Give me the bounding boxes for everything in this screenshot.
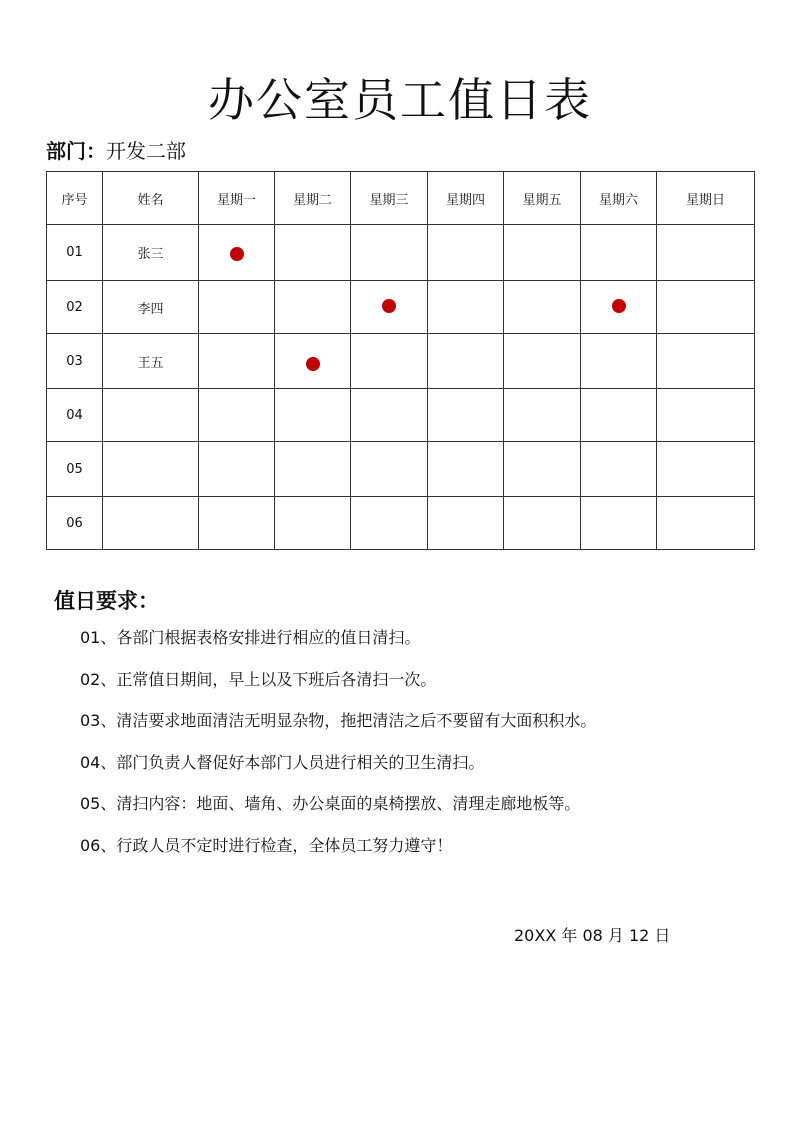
- cell-duty: [504, 225, 581, 281]
- cell-duty: [428, 334, 504, 389]
- cell-duty: [504, 389, 581, 442]
- cell-no: 04: [47, 389, 103, 442]
- cell-duty: [581, 281, 657, 334]
- cell-duty: [275, 389, 351, 442]
- cell-duty: [351, 497, 428, 550]
- duty-marker-dot: [612, 299, 626, 313]
- header-thursday: 星期四: [428, 172, 504, 225]
- table-row: [47, 281, 755, 334]
- cell-no: 03: [47, 334, 103, 389]
- table-row: [47, 442, 755, 497]
- duty-marker-dot: [382, 299, 396, 313]
- duty-marker-dot: [230, 247, 244, 261]
- cell-duty: [199, 281, 275, 334]
- cell-duty: [275, 497, 351, 550]
- cell-duty: [504, 497, 581, 550]
- cell-duty: [428, 497, 504, 550]
- cell-duty: [504, 281, 581, 334]
- cell-duty: [581, 225, 657, 281]
- requirement-item: 04、部门负责人督促好本部门人员进行相关的卫生清扫。: [80, 752, 485, 772]
- cell-name: [103, 389, 199, 442]
- table-row: [47, 497, 755, 550]
- cell-name: 李四: [103, 281, 199, 334]
- header-no: 序号: [47, 172, 103, 225]
- cell-duty: [657, 334, 755, 389]
- cell-no: 02: [47, 281, 103, 334]
- cell-duty: [199, 497, 275, 550]
- cell-duty: [351, 281, 428, 334]
- header-saturday: 星期六: [581, 172, 657, 225]
- cell-name: [103, 442, 199, 497]
- cell-duty: [351, 389, 428, 442]
- cell-duty: [199, 225, 275, 281]
- cell-duty: [657, 442, 755, 497]
- cell-duty: [351, 225, 428, 281]
- cell-name: 张三: [103, 225, 199, 281]
- table-row: [47, 334, 755, 389]
- table-header-row: [47, 172, 755, 225]
- cell-duty: [199, 442, 275, 497]
- duty-roster-table: [46, 171, 755, 550]
- cell-duty: [657, 281, 755, 334]
- requirements-list: [80, 628, 596, 878]
- department-label: 部门：: [46, 139, 106, 163]
- cell-duty: [657, 389, 755, 442]
- table-row: [47, 225, 755, 281]
- requirement-item: 02、正常值日期间，早上以及下班后各清扫一次。: [80, 669, 437, 689]
- cell-name: [103, 497, 199, 550]
- cell-duty: [581, 442, 657, 497]
- cell-no: 06: [47, 497, 103, 550]
- cell-duty: [657, 225, 755, 281]
- cell-duty: [428, 225, 504, 281]
- page-title: 办公室员工值日表: [208, 73, 592, 127]
- requirement-item: 01、各部门根据表格安排进行相应的值日清扫。: [80, 628, 421, 647]
- cell-duty: [199, 389, 275, 442]
- cell-no: 01: [47, 225, 103, 281]
- cell-duty: [275, 281, 351, 334]
- department-value: 开发二部: [106, 139, 186, 163]
- cell-duty: [351, 334, 428, 389]
- cell-duty: [275, 225, 351, 281]
- cell-duty: [428, 389, 504, 442]
- header-tuesday: 星期二: [275, 172, 351, 225]
- cell-duty: [428, 442, 504, 497]
- cell-duty: [199, 334, 275, 389]
- requirement-item: 05、清扫内容：地面、墙角、办公桌面的桌椅摆放、清理走廊地板等。: [80, 794, 581, 814]
- duty-marker-dot: [306, 357, 320, 371]
- cell-duty: [581, 389, 657, 442]
- cell-no: 05: [47, 442, 103, 497]
- requirement-item: 03、清洁要求地面清洁无明显杂物，拖把清洁之后不要留有大面积积水。: [80, 711, 597, 731]
- header-friday: 星期五: [504, 172, 581, 225]
- header-name: 姓名: [103, 172, 199, 225]
- cell-duty: [351, 442, 428, 497]
- header-wednesday: 星期三: [351, 172, 428, 225]
- cell-duty: [504, 334, 581, 389]
- document-date: 20XX 年 08 月 12 日: [514, 926, 671, 945]
- cell-duty: [581, 334, 657, 389]
- table-row: [47, 389, 755, 442]
- cell-duty: [504, 442, 581, 497]
- cell-duty: [657, 497, 755, 550]
- department-line: [46, 137, 186, 165]
- header-monday: 星期一: [199, 172, 275, 225]
- cell-duty: [275, 334, 351, 389]
- requirement-item: 06、行政人员不定时进行检查，全体员工努力遵守！: [80, 835, 453, 855]
- cell-duty: [275, 442, 351, 497]
- cell-duty: [581, 497, 657, 550]
- cell-duty: [428, 281, 504, 334]
- cell-name: 王五: [103, 334, 199, 389]
- header-sunday: 星期日: [657, 172, 755, 225]
- requirements-title: 值日要求：: [54, 589, 159, 613]
